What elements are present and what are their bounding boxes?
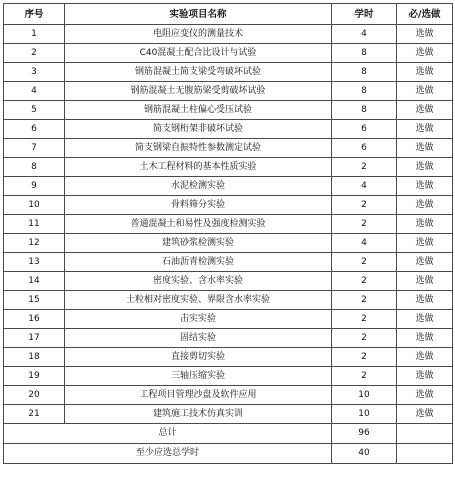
- table-row: [4, 82, 453, 101]
- row-name: 建筑砂浆检测实验: [65, 234, 332, 253]
- row-name: 石油沥青检测实验: [65, 253, 332, 272]
- table-row: [4, 405, 453, 424]
- row-type: 选做: [397, 158, 453, 177]
- row-name: 土粒相对密度实验、界限含水率实验: [65, 291, 332, 310]
- row-no: 1: [4, 25, 65, 44]
- row-hours: 2: [332, 253, 397, 272]
- row-no: 6: [4, 120, 65, 139]
- row-type: 选做: [397, 63, 453, 82]
- row-name: 击实实验: [65, 310, 332, 329]
- table-row: [4, 291, 453, 310]
- header-no: 序号: [4, 4, 65, 25]
- row-name: 建筑施工技术仿真实训: [65, 405, 332, 424]
- row-no: 7: [4, 139, 65, 158]
- row-no: 8: [4, 158, 65, 177]
- row-name: 电阻应变仪的测量技术: [65, 25, 332, 44]
- row-name: 钢筋混凝土无腹筋梁受剪破坏试验: [65, 82, 332, 101]
- table-row: [4, 348, 453, 367]
- row-hours: 6: [332, 120, 397, 139]
- row-type: 选做: [397, 310, 453, 329]
- row-no: 11: [4, 215, 65, 234]
- row-hours: 6: [332, 139, 397, 158]
- row-hours: 2: [332, 196, 397, 215]
- row-hours: 10: [332, 386, 397, 405]
- row-no: 18: [4, 348, 65, 367]
- row-hours: 2: [332, 291, 397, 310]
- row-type: 选做: [397, 139, 453, 158]
- row-no: 20: [4, 386, 65, 405]
- row-type: 选做: [397, 405, 453, 424]
- table-row: [4, 196, 453, 215]
- row-hours: 8: [332, 44, 397, 63]
- row-no: 15: [4, 291, 65, 310]
- header-hours: 学时: [332, 4, 397, 25]
- row-name: 密度实验、含水率实验: [65, 272, 332, 291]
- row-no: 21: [4, 405, 65, 424]
- row-name: 工程项目管理沙盘及软件应用: [65, 386, 332, 405]
- row-hours: 8: [332, 101, 397, 120]
- row-hours: 2: [332, 215, 397, 234]
- row-hours: 2: [332, 158, 397, 177]
- row-name: 钢筋混凝土柱偏心受压试验: [65, 101, 332, 120]
- row-name: 水泥检测实验: [65, 177, 332, 196]
- row-type: 选做: [397, 82, 453, 101]
- row-no: 4: [4, 82, 65, 101]
- row-name: 直接剪切实验: [65, 348, 332, 367]
- table-row: [4, 120, 453, 139]
- total-label: 总计: [4, 424, 332, 444]
- total-type: [397, 424, 453, 444]
- min-required-row: [4, 444, 453, 464]
- table-row: [4, 367, 453, 386]
- row-no: 13: [4, 253, 65, 272]
- row-hours: 8: [332, 82, 397, 101]
- row-type: 选做: [397, 44, 453, 63]
- total-row: [4, 424, 453, 444]
- row-no: 19: [4, 367, 65, 386]
- row-name: 钢筋混凝土简支梁受弯破坏试验: [65, 63, 332, 82]
- row-type: 选做: [397, 25, 453, 44]
- row-type: 选做: [397, 348, 453, 367]
- table-row: [4, 253, 453, 272]
- table-row: [4, 215, 453, 234]
- table-row: [4, 101, 453, 120]
- row-name: 三轴压缩实验: [65, 367, 332, 386]
- row-type: 选做: [397, 215, 453, 234]
- table-row: [4, 234, 453, 253]
- row-no: 9: [4, 177, 65, 196]
- row-hours: 8: [332, 63, 397, 82]
- experiment-table: [3, 3, 453, 464]
- row-hours: 2: [332, 367, 397, 386]
- row-name: 简支钢梁自振特性参数测定试验: [65, 139, 332, 158]
- row-type: 选做: [397, 101, 453, 120]
- row-hours: 2: [332, 272, 397, 291]
- table-header-row: [4, 4, 453, 25]
- row-hours: 2: [332, 348, 397, 367]
- min-required-hours: 40: [332, 444, 397, 464]
- row-type: 选做: [397, 196, 453, 215]
- row-no: 3: [4, 63, 65, 82]
- row-no: 2: [4, 44, 65, 63]
- row-hours: 2: [332, 329, 397, 348]
- row-hours: 4: [332, 25, 397, 44]
- table-row: [4, 63, 453, 82]
- row-hours: 4: [332, 177, 397, 196]
- row-name: C40混凝土配合比设计与试验: [65, 44, 332, 63]
- total-hours: 96: [332, 424, 397, 444]
- row-no: 12: [4, 234, 65, 253]
- row-type: 选做: [397, 177, 453, 196]
- row-name: 简支钢桁架非破坏试验: [65, 120, 332, 139]
- row-hours: 10: [332, 405, 397, 424]
- row-type: 选做: [397, 120, 453, 139]
- table-row: [4, 272, 453, 291]
- min-required-type: [397, 444, 453, 464]
- row-name: 土木工程材料的基本性质实验: [65, 158, 332, 177]
- row-type: 选做: [397, 386, 453, 405]
- row-type: 选做: [397, 291, 453, 310]
- row-type: 选做: [397, 329, 453, 348]
- row-type: 选做: [397, 272, 453, 291]
- table-row: [4, 177, 453, 196]
- table-row: [4, 139, 453, 158]
- row-name: 普通混凝土和易性及强度检测实验: [65, 215, 332, 234]
- table-row: [4, 44, 453, 63]
- row-name: 骨料筛分实验: [65, 196, 332, 215]
- min-required-label: 至少应选总学时: [4, 444, 332, 464]
- row-type: 选做: [397, 367, 453, 386]
- row-hours: 2: [332, 310, 397, 329]
- row-name: 固结实验: [65, 329, 332, 348]
- header-name: 实验项目名称: [65, 4, 332, 25]
- table-row: [4, 25, 453, 44]
- row-type: 选做: [397, 253, 453, 272]
- row-no: 10: [4, 196, 65, 215]
- table-row: [4, 329, 453, 348]
- row-no: 16: [4, 310, 65, 329]
- row-type: 选做: [397, 234, 453, 253]
- table-row: [4, 386, 453, 405]
- table-row: [4, 310, 453, 329]
- table-row: [4, 158, 453, 177]
- row-no: 17: [4, 329, 65, 348]
- row-no: 14: [4, 272, 65, 291]
- row-no: 5: [4, 101, 65, 120]
- row-hours: 4: [332, 234, 397, 253]
- header-type: 必/选做: [397, 4, 453, 25]
